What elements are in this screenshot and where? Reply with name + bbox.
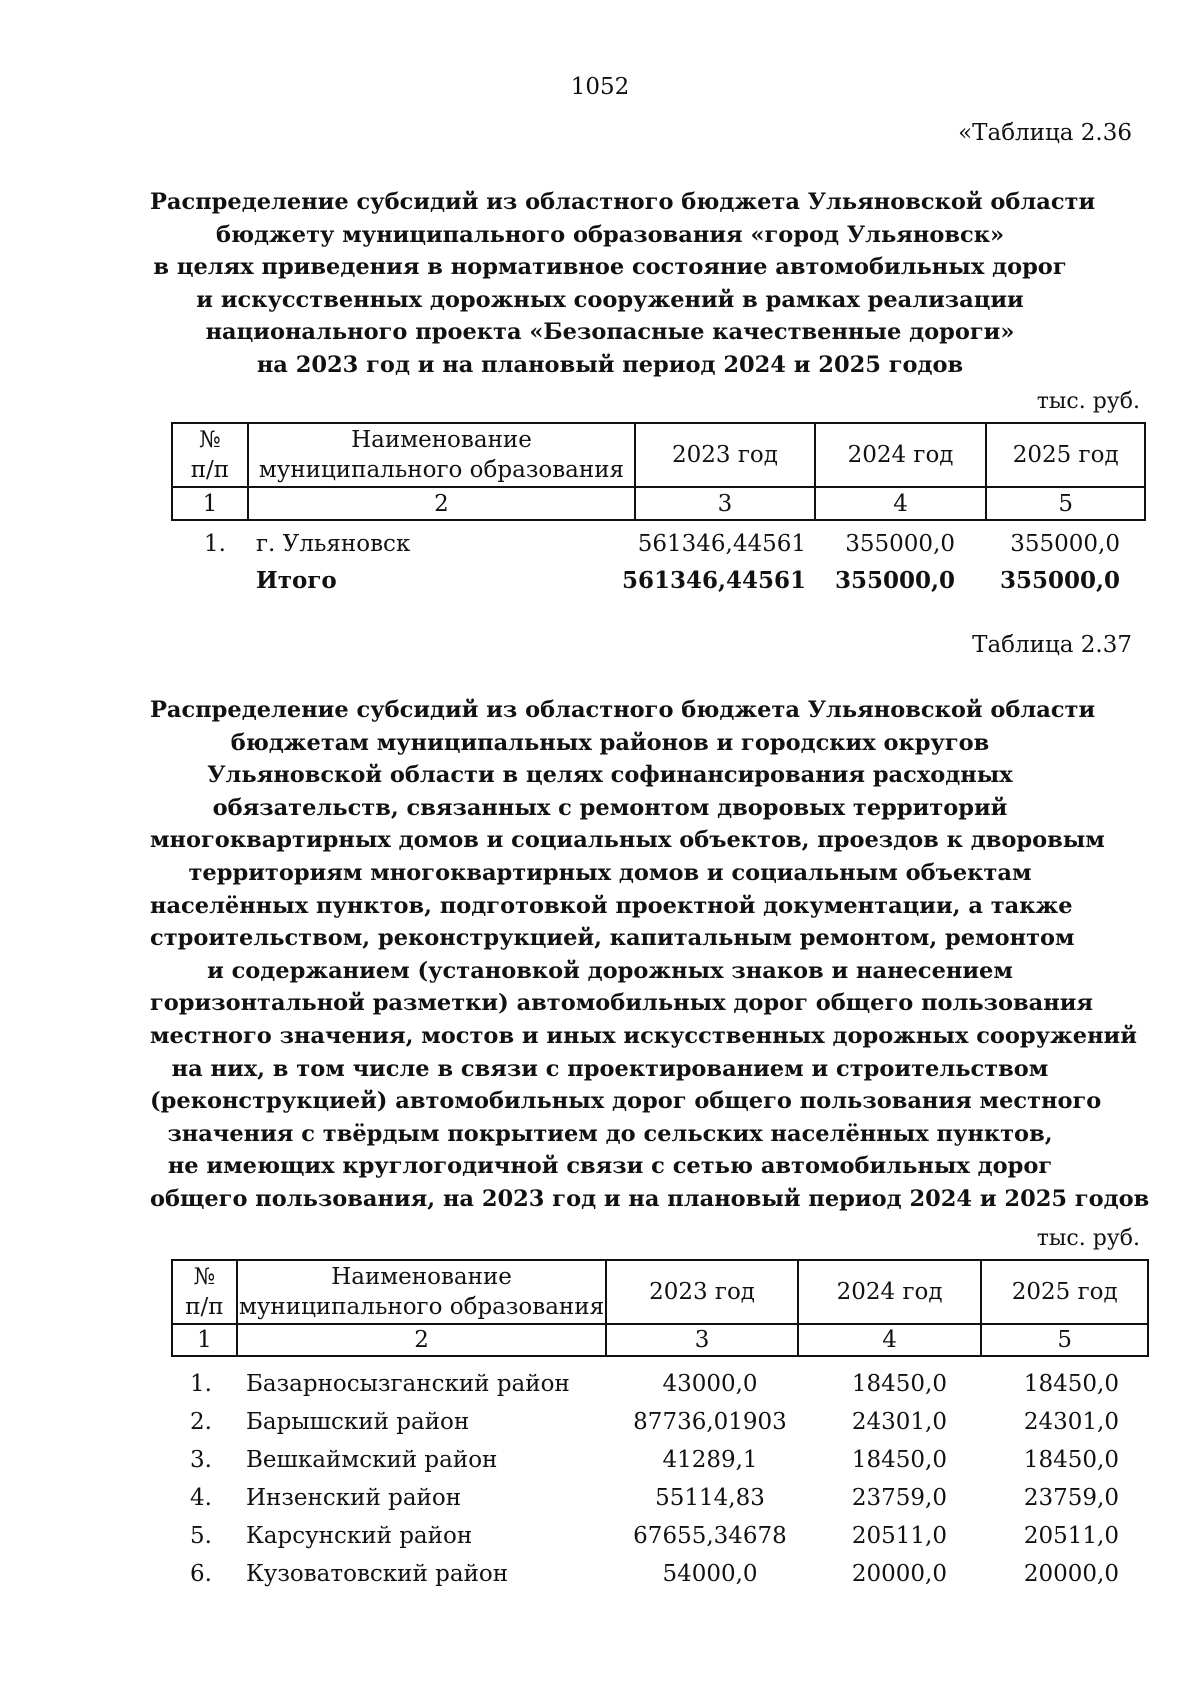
table-2-37-label: Таблица 2.37 <box>972 632 1132 658</box>
title-line: Ульяновской области в целях софинансирования расходных <box>207 762 1013 789</box>
title-line: обязательств, связанных с ремонтом дворовых территорий <box>212 794 1008 821</box>
title-line: и содержанием (установкой дорожных знаков и нанесением <box>207 957 1013 984</box>
value-2025: 18450,0 <box>1023 1447 1119 1473</box>
column-number: 3 <box>606 1324 798 1356</box>
table-row <box>0 1404 1200 1440</box>
municipality-name: г. Ульяновск <box>256 531 411 557</box>
title-line: (реконструкцией) автомобильных дорог общего пользования местного <box>150 1088 1102 1115</box>
title-line: и искусственных дорожных сооружений в рамках реализации <box>196 286 1024 313</box>
title-line: в целях приведения в нормативное состояние автомобильных дорог <box>153 254 1067 281</box>
row-number: 4. <box>190 1485 212 1511</box>
title-line: населённых пунктов, подготовкой проектной документации, а также <box>150 892 1073 919</box>
value-2023: 67655,34678 <box>633 1523 787 1549</box>
title-line: не имеющих круглогодичной связи с сетью автомобильных дорог <box>167 1153 1053 1180</box>
total-2025: 355000,0 <box>999 567 1120 594</box>
page-number: 1052 <box>570 74 630 100</box>
header-row <box>172 423 1145 487</box>
column-number: 1 <box>172 487 248 520</box>
table-2-37-title <box>150 694 1150 1216</box>
value-2024: 20000,0 <box>851 1561 947 1587</box>
title-line: общего пользования, на 2023 год и на плановый период 2024 и 2025 годов <box>150 1185 1150 1212</box>
value-2023: 54000,0 <box>662 1561 758 1587</box>
total-row <box>0 563 1200 599</box>
table-row <box>0 1480 1200 1516</box>
value-2024: 18450,0 <box>851 1447 947 1473</box>
title-line: многоквартирных домов и социальных объектов, проездов к дворовым <box>150 827 1105 854</box>
municipality-name: Кузоватовский район <box>246 1561 509 1587</box>
column-number: 5 <box>986 487 1145 520</box>
total-2023: 561346,44561 <box>621 567 806 594</box>
title-line: бюджетам муниципальных районов и городских округов <box>230 729 990 756</box>
header-cell-2025: 2025 год <box>986 423 1145 487</box>
municipality-name: Базарносызганский район <box>246 1371 570 1397</box>
municipality-name: Барышский район <box>246 1409 470 1435</box>
title-line: значения с твёрдым покрытием до сельских населённых пунктов, <box>167 1120 1053 1147</box>
value-2023: 87736,01903 <box>633 1409 787 1435</box>
table-row <box>0 1366 1200 1402</box>
header-cell-2024: 2024 год <box>798 1260 982 1324</box>
unit-label: тыс. руб. <box>1036 389 1140 414</box>
header-cell-num: № п/п <box>172 423 248 487</box>
column-number: 4 <box>815 487 987 520</box>
column-number-row <box>172 487 1145 520</box>
table-row <box>0 526 1200 562</box>
header-cell-2025: 2025 год <box>981 1260 1148 1324</box>
unit-label: тыс. руб. <box>1036 1226 1140 1251</box>
title-line: на 2023 год и на плановый период 2024 и 2025 годов <box>256 351 964 378</box>
table-2-36-header <box>171 422 1146 521</box>
table-2-37-header <box>171 1259 1149 1357</box>
row-number: 5. <box>190 1523 212 1549</box>
row-number: 6. <box>190 1561 212 1587</box>
header-cell-name: Наименование муниципального образования <box>248 423 635 487</box>
column-number: 2 <box>237 1324 606 1356</box>
row-number: 1. <box>204 531 226 557</box>
title-line: бюджету муниципального образования «город Ульяновск» <box>215 221 1005 248</box>
table-row <box>0 1442 1200 1478</box>
value-2025: 18450,0 <box>1023 1371 1119 1397</box>
header-cell-name: Наименование муниципального образования <box>237 1260 606 1324</box>
value-2023: 55114,83 <box>655 1485 765 1511</box>
value-2023: 41289,1 <box>662 1447 758 1473</box>
value-2024: 355000,0 <box>845 531 955 557</box>
column-number: 1 <box>172 1324 237 1356</box>
header-cell-num: № п/п <box>172 1260 237 1324</box>
table-2-36-label: «Таблица 2.36 <box>958 120 1132 146</box>
row-number: 1. <box>190 1371 212 1397</box>
title-line: на них, в том числе в связи с проектированием и строительством <box>171 1055 1049 1082</box>
value-2024: 20511,0 <box>851 1523 947 1549</box>
row-number: 3. <box>190 1447 212 1473</box>
table-row <box>0 1556 1200 1592</box>
title-line: горизонтальной разметки) автомобильных дорог общего пользования <box>150 990 1094 1017</box>
table-2-36-title <box>150 186 1096 382</box>
header-cell-2024: 2024 год <box>815 423 987 487</box>
value-2024: 23759,0 <box>851 1485 947 1511</box>
column-number: 4 <box>798 1324 982 1356</box>
title-line: местного значения, мостов и иных искусственных дорожных сооружений <box>150 1022 1137 1049</box>
column-number-row <box>172 1324 1148 1356</box>
municipality-name: Вешкаймский район <box>246 1447 498 1473</box>
value-2023: 43000,0 <box>662 1371 758 1397</box>
value-2024: 18450,0 <box>851 1371 947 1397</box>
value-2025: 24301,0 <box>1023 1409 1119 1435</box>
municipality-name: Инзенский район <box>246 1485 462 1511</box>
title-line: Распределение субсидий из областного бюджета Ульяновской области <box>150 189 1096 215</box>
header-cell-2023: 2023 год <box>606 1260 798 1324</box>
value-2025: 20000,0 <box>1023 1561 1119 1587</box>
value-2025: 355000,0 <box>1010 531 1120 557</box>
header-cell-2023: 2023 год <box>635 423 815 487</box>
column-number: 3 <box>635 487 815 520</box>
value-2025: 23759,0 <box>1023 1485 1119 1511</box>
column-number: 5 <box>981 1324 1148 1356</box>
total-label: Итого <box>256 567 337 594</box>
header-row <box>172 1260 1148 1324</box>
value-2023: 561346,44561 <box>637 531 806 557</box>
value-2025: 20511,0 <box>1023 1523 1119 1549</box>
title-line: Распределение субсидий из областного бюджета Ульяновской области <box>150 697 1096 723</box>
municipality-name: Карсунский район <box>246 1523 473 1549</box>
title-line: строительством, реконструкцией, капитальным ремонтом, ремонтом <box>150 925 1075 952</box>
value-2024: 24301,0 <box>851 1409 947 1435</box>
title-line: территориям многоквартирных домов и социальным объектам <box>188 859 1032 886</box>
table-row <box>0 1518 1200 1554</box>
row-number: 2. <box>190 1409 212 1435</box>
column-number: 2 <box>248 487 635 520</box>
total-2024: 355000,0 <box>834 567 955 594</box>
title-line: национального проекта «Безопасные качественные дороги» <box>205 319 1015 346</box>
